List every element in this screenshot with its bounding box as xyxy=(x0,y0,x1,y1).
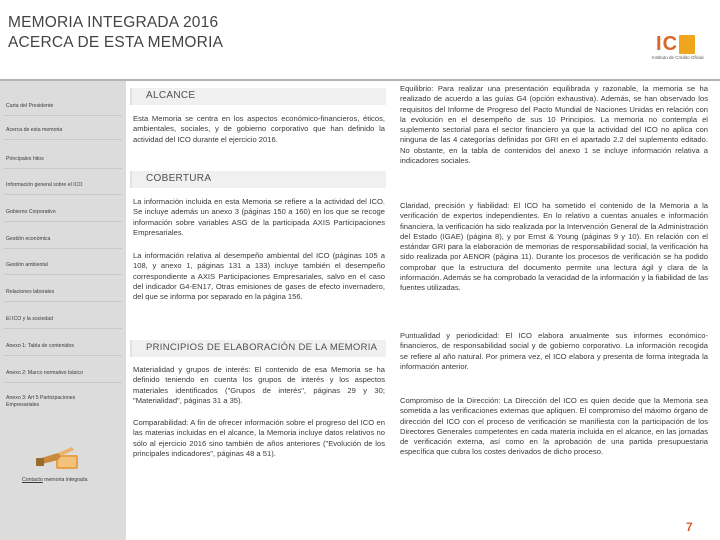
equilibrio-paragraph: Equilibrio: Para realizar una presentación equilibrada y razonable, la memoria se ha realizado de acuerdo a las guías G4 (opción exhaustiva). Además, se han observado los requisitos del Informe de Progreso del Pacto Mundial de Naciones Unidas en relación con la evolución en el desempeño de sus 10 Principios. La memoria no contempla el suplemento sectorial para el sector financiero ya que la actividad del ICO no aplica con ninguna de las 4 categorías definidas por GRI en el apartado 2.2 del suplemento editado. No obstante, en la tabla de contenidos del anexo 1 se incluye información relativa a indicadores sociales. xyxy=(400,84,708,166)
puntualidad-paragraph: Puntualidad y periodicidad: El ICO elabora anualmente sus informes económico-financieros, de responsabilidad social y de gobierno corporativo. La información recogida se refiere al año natural. Por primera vez, el ICO elabora y presenta de forma integrada la información anterior. xyxy=(400,331,708,371)
cobertura-heading: COBERTURA xyxy=(146,173,212,184)
sidebar-item-acerca[interactable]: Acerca de esta memoria xyxy=(6,127,63,133)
sidebar-item-anexo3[interactable]: Anexo 3: Art 5 Participaciones Empresariales xyxy=(6,395,76,408)
sidebar-divider xyxy=(4,248,122,249)
compromiso-paragraph: Compromiso de la Dirección: La Dirección del ICO es quien decide que la Memoria sea sometida a las verificaciones externas que apliquen. El compromiso del máximo órgano de dirección del ICO con el proceso de verificación se manifiesta con la participación de los Directores Generales competentes en cada materia incluida en el alcance, en las jornadas de verificación externa, así como en la aprobación de una partida presupuestaria específica que cubra los costes derivados de dicho proceso. xyxy=(400,396,708,457)
logo-tagline: Instituto de Crédito Oficial xyxy=(652,55,704,60)
contact-link-rest: memoria integrada xyxy=(42,477,88,483)
contact-link[interactable] xyxy=(22,477,87,483)
sidebar-nav xyxy=(0,81,126,540)
sidebar-item-gobierno[interactable]: Gobierno Corporativo xyxy=(6,209,56,215)
sidebar-item-ambiental[interactable]: Gestión ambiental xyxy=(6,262,48,268)
principios-paragraph-2: Comparabilidad: A fin de ofrecer información sobre el progreso del ICO en las materias incluidas en el alcance, la Memoria incluye datos relativos no sólo al ejercicio 2016 sino también de años anteriores ("Evolución de los principales indicadores", páginas 48 a 51). xyxy=(133,418,385,458)
cobertura-paragraph-2: La información relativa al desempeño ambiental del ICO (páginas 105 a 108, y anexo 1, páginas 131 a 133) incluye también el desempeño correspondiente a AXIS Participaciones Empresariales, salvo en el caso del indicador G4-EN17, Otras emisiones de gases de efecto invernadero, del que se informa por separado en la página 156. xyxy=(133,251,385,302)
claridad-paragraph: Claridad, precisión y fiabilidad: El ICO ha sometido el contenido de la Memoria a la verificación de expertos independientes. En lo relativo a cuentas anuales e información financiera, la verificación ha sido realizada por la Intervención General de la Administración del Estado (IGAE) (página 8), y por Ernst & Young (páginas 9 y 10). En relación con el estándar GRI para la elaboración de memorias de responsabilidad social, la verificación ha sido realizada por AENOR (página 11). Durante los procesos de verificación se ha podido comprobar que la estructura del documento permite una lectura ágil y clara de la información. Además se ha comprobado la veracidad de la información y la fiabilidad de las fuentes utilizadas. xyxy=(400,201,708,293)
page-header xyxy=(0,0,720,78)
sidebar-divider xyxy=(4,221,122,222)
sidebar-item-sociedad[interactable]: El ICO y la sociedad xyxy=(6,316,53,322)
contact-link-label[interactable]: Contacto xyxy=(22,477,43,483)
report-title: MEMORIA INTEGRADA 2016 xyxy=(8,14,219,31)
sidebar-item-carta[interactable]: Carta del Presidente xyxy=(6,103,54,109)
principios-heading: PRINCIPIOS DE ELABORACIÓN DE LA MEMORIA xyxy=(146,342,378,353)
sidebar-divider xyxy=(4,355,122,356)
sidebar-divider xyxy=(4,328,122,329)
alcance-text: Esta Memoria se centra en los aspectos económico-financieros, éticos, ambientales, sociales, y de gobierno corporativo que han definido la actividad del ICO durante el ejercicio 2016. xyxy=(133,114,385,144)
page-number: 7 xyxy=(686,520,693,534)
sidebar-divider xyxy=(4,274,122,275)
alcance-heading: ALCANCE xyxy=(146,90,196,101)
sidebar-divider xyxy=(4,382,122,383)
sidebar-item-anexo2[interactable]: Anexo 2: Marco normativo básico xyxy=(6,370,83,376)
logo-square-icon xyxy=(679,35,695,54)
sidebar-divider xyxy=(4,301,122,302)
section-title: ACERCA DE ESTA MEMORIA xyxy=(8,34,224,51)
sidebar-item-laborales[interactable]: Relaciones laborales xyxy=(6,289,55,295)
sidebar-divider xyxy=(4,168,122,169)
sidebar-item-informacion[interactable]: Información general sobre el ICO xyxy=(6,182,83,188)
sidebar-divider xyxy=(4,194,122,195)
logo-letter-i: I xyxy=(656,33,662,55)
sidebar-divider xyxy=(4,139,122,140)
principios-paragraph-1: Materialidad y grupos de interés: El contenido de esa Memoria se ha definido teniendo en cuenta los grupos de interés y los aspectos materiales identificados ("Grupos de interés", páginas 29 y 30; "Materialidad", páginas 31 a 35). xyxy=(133,365,385,405)
sidebar-item-hitos[interactable]: Principales hitos xyxy=(6,156,44,162)
cobertura-paragraph-1: La información incluida en esta Memoria se refiere a la actividad del ICO. Se incluye además un anexo 3 (páginas 150 a 160) en los que se recoge información sobre variables ASG de la participada AXIS Participaciones Empresariales. xyxy=(133,197,385,237)
sidebar-item-economica[interactable]: Gestión económica xyxy=(6,236,51,242)
hand-pointing-icon[interactable] xyxy=(28,433,88,473)
sidebar-divider xyxy=(4,115,122,116)
sidebar-item-anexo1[interactable]: Anexo 1: Tabla de contenidos xyxy=(6,343,74,349)
ico-logo[interactable] xyxy=(652,26,708,66)
logo-letter-c: C xyxy=(662,33,678,55)
